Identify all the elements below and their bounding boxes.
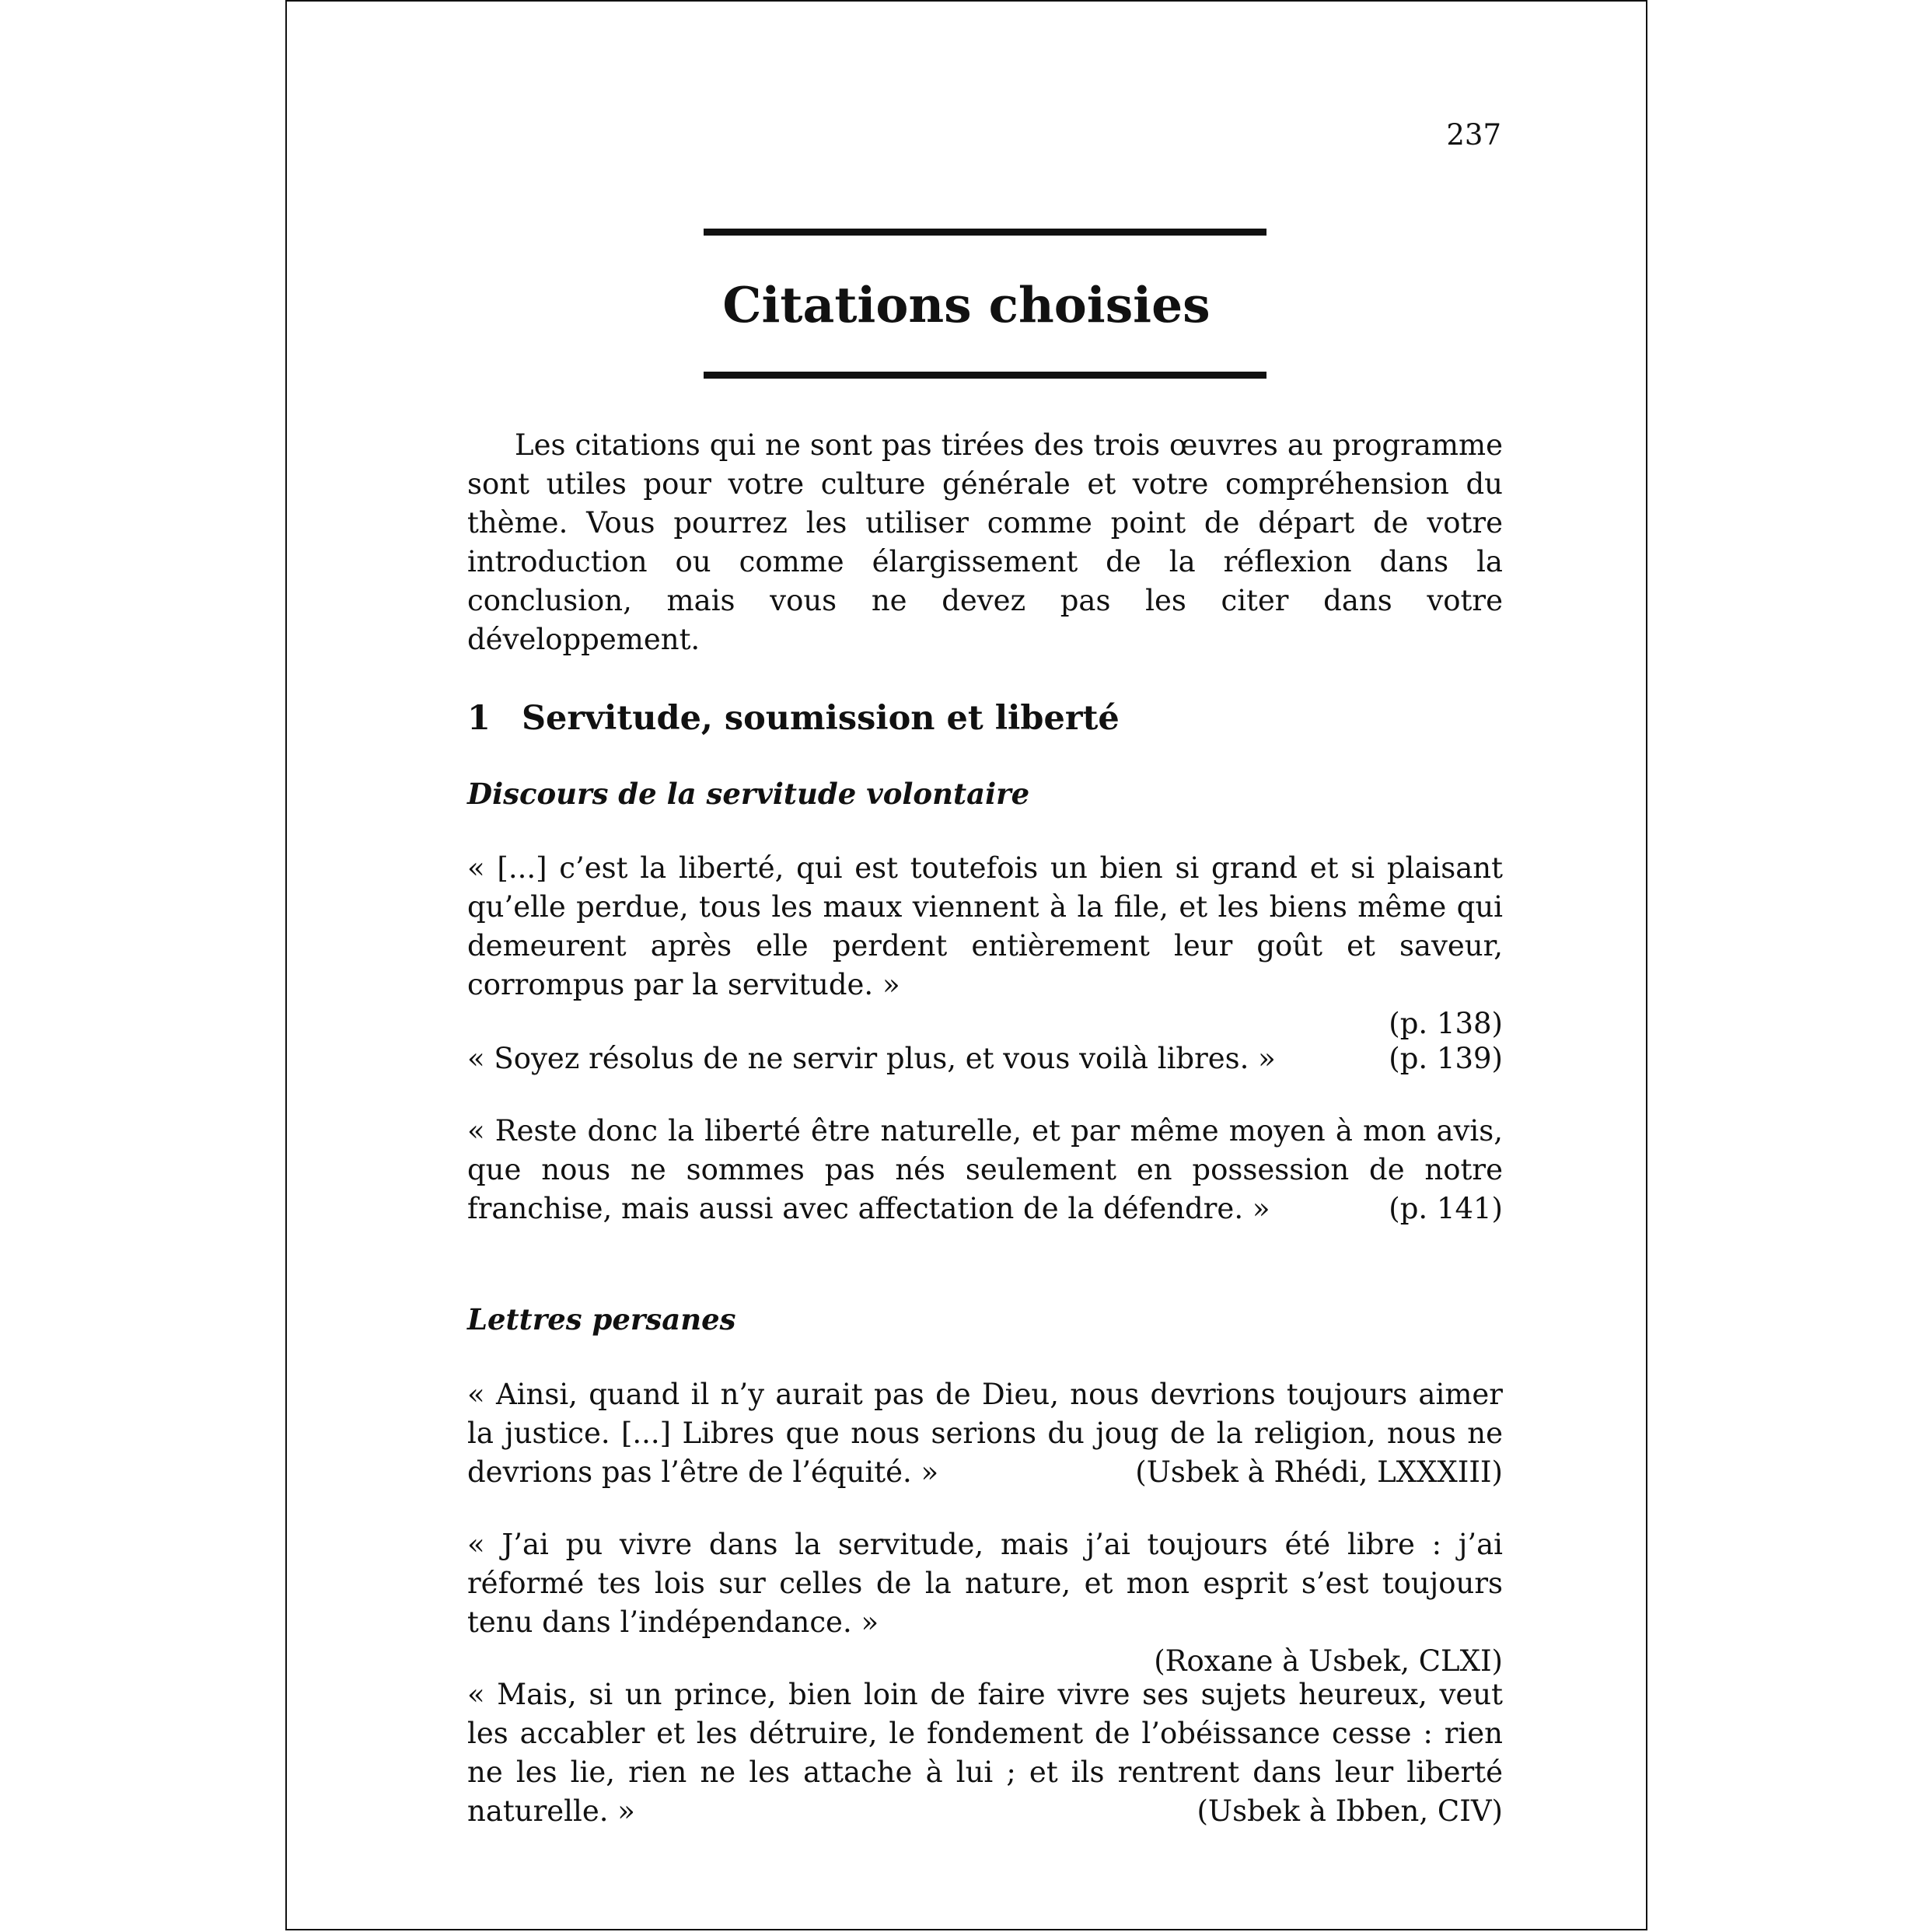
title-rule-bottom	[704, 372, 1266, 379]
quote-text: « Mais, si un prince, bien loin de faire vivre ses sujets heureux, veut les accabler et les détruire, le fondement de l’obéissance cesse : rien ne les lie, rien ne les attache à lui ; et ils rentrent dans leur liberté naturelle. »	[467, 1678, 1503, 1828]
quote-text: « Reste donc la liberté être naturelle, et par même moyen à mon avis, que nous ne sommes pas nés seulement en possession de notre franchise, mais aussi avec affectation de la défendre. »	[467, 1114, 1503, 1225]
quote-reference: (p. 139)	[1389, 1042, 1503, 1075]
quote-reference: (p. 141)	[1389, 1192, 1503, 1225]
quote-block	[467, 1112, 1503, 1228]
quote-reference: (Usbek à Ibben, CIV)	[1197, 1794, 1503, 1828]
quote-text: (p. 139) « Soyez résolus de ne servir plus, et vous voilà libres. »	[467, 1039, 1503, 1078]
quote-block	[467, 1375, 1503, 1492]
quote-reference: (p. 138)	[1389, 1007, 1503, 1040]
intro-paragraph: Les citations qui ne sont pas tirées des trois œuvres au programme sont utiles pour votre culture générale et votre compréhension du thème. Vous pourrez les utiliser comme point de départ de votre introduction ou comme élargissement de la réflexion dans la conclusion, mais vous ne devez pas les citer dans votre développement.	[467, 428, 1503, 656]
quote-block	[467, 1039, 1503, 1078]
chapter-title: Citations choisies	[722, 276, 1211, 334]
title-rule-top	[704, 229, 1266, 236]
quote-reference: (Roxane à Usbek, CLXI)	[1154, 1644, 1503, 1678]
quote-text: « Ainsi, quand il n’y aurait pas de Dieu, nous devrions toujours aimer la justice. [...] Libres que nous serions du joug de la religion, nous ne devrions pas l’être de l’équité. »	[467, 1378, 1503, 1489]
work-title-lettres-persanes: Lettres persanes	[467, 1302, 736, 1336]
quote-text: « [...] c’est la liberté, qui est toutefois un bien si grand et si plaisant qu’elle perdue, tous les maux viennent à la file, et les biens même qui demeurent après elle perdent entièrement leur goût et saveur, corrompus par la servitude. »	[467, 851, 1503, 1001]
section-number: 1	[467, 699, 491, 738]
quote-block	[467, 1525, 1503, 1681]
quote-reference: (Usbek à Rhédi, LXXXIII)	[1135, 1455, 1503, 1489]
section-heading	[467, 695, 1503, 742]
section-title: Servitude, soumission et liberté	[522, 699, 1120, 738]
quote-block	[467, 1675, 1503, 1831]
page-number: 237	[1446, 118, 1501, 152]
book-page	[285, 0, 1647, 1930]
quote-text: « J’ai pu vivre dans la servitude, mais j’ai toujours été libre : j’ai réformé tes lois sur celles de la nature, et mon esprit s’est toujours tenu dans l’indépendance. »	[467, 1528, 1503, 1639]
quote-block	[467, 849, 1503, 1043]
work-title-discours: Discours de la servitude volontaire	[467, 777, 1030, 811]
